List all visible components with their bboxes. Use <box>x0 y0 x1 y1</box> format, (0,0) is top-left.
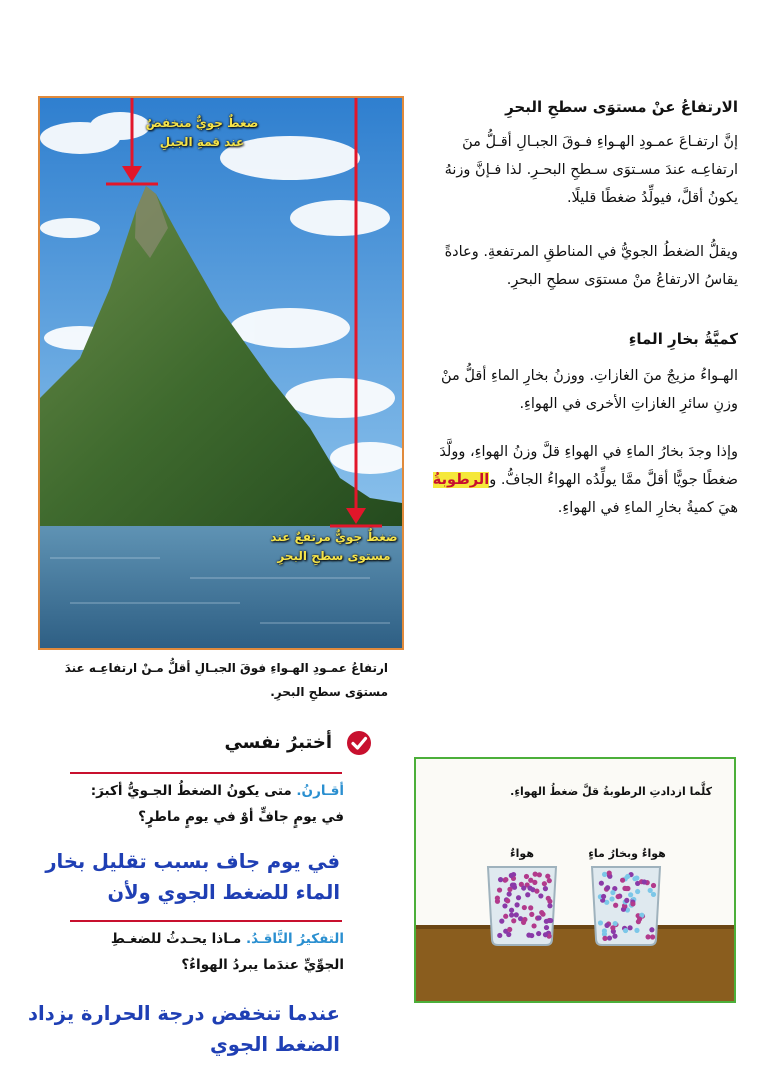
low-pressure-label-line1: ضغطٌ جويٌّ منخفضٌ <box>145 116 259 130</box>
molecule-dot <box>497 887 502 892</box>
answer-line: الماء للضغط الجوي ولأن <box>107 881 340 904</box>
molecule-dot <box>645 934 650 939</box>
answer-1 <box>40 846 340 908</box>
beakers-figure <box>414 757 736 1003</box>
paragraph-line: وإذا وجدَ بخارُ الماءِ في الهواءِ قلَّ وزنُ الهواءِ، وولَّدَ <box>439 444 738 460</box>
molecule-dot <box>604 923 609 928</box>
molecule-dot <box>503 914 508 919</box>
molecule-dot <box>605 885 610 890</box>
molecule-dot <box>623 928 628 933</box>
molecule-dot <box>637 916 642 921</box>
paragraph-altitude-2 <box>412 238 738 294</box>
molecule-dot <box>509 873 514 878</box>
photo-caption <box>40 656 388 704</box>
molecule-dot <box>499 919 504 924</box>
low-pressure-label-line2: عند قمةِ الجبلِ <box>159 135 245 149</box>
molecule-dot <box>539 910 544 915</box>
heading-water-vapor: كميَّةُ بخارِ الماءِ <box>628 330 738 348</box>
molecule-dot <box>495 899 500 904</box>
paragraph-text: ضغطًا جويًّا أقلَّ ممَّا يولِّدُه الهواءُ الجافُّ. و <box>489 472 738 488</box>
molecule-dot <box>514 902 519 907</box>
molecule-dot <box>651 883 656 888</box>
molecule-dot <box>543 886 548 891</box>
answer-line: عندما تنخفض درجة الحرارة يزداد <box>28 1002 340 1025</box>
molecule-dot <box>516 895 521 900</box>
divider <box>70 772 342 774</box>
low-pressure-label <box>132 114 272 152</box>
paragraph-line: ارتفاعِـه عندَ مسـتوَى سـطحِ البحـرِ. لذا فـإنَّ وزنهُ <box>444 162 738 178</box>
molecule-dot <box>545 874 550 879</box>
molecule-dot <box>544 925 549 930</box>
molecule-dot <box>527 886 532 891</box>
molecule-dot <box>651 892 656 897</box>
paragraph-vapor-2 <box>412 438 738 522</box>
molecule-dot <box>534 889 539 894</box>
molecule-dot <box>610 925 615 930</box>
molecule-dot <box>507 927 512 932</box>
photo-caption-line2: مستوَى سطحِ البحرِ. <box>270 685 388 699</box>
answer-line: في يوم جاف بسبب تقليل بخار <box>45 850 340 873</box>
beaker-air-label: هواءٌ <box>510 847 534 860</box>
molecule-dot <box>509 912 514 917</box>
molecule-dot <box>529 912 534 917</box>
molecule-dot <box>607 870 612 875</box>
paragraph-line: يقاسُ الارتفاعُ منْ مستوَى سطحِ البحرِ. <box>506 272 738 288</box>
paragraph-line <box>412 466 738 494</box>
molecule-dot <box>498 877 503 882</box>
high-pressure-label-line1: ضغطٌ جويٌّ مرتفعٌ عند <box>270 530 398 544</box>
molecule-dot <box>630 901 635 906</box>
molecule-dot <box>529 933 534 938</box>
molecule-dot <box>497 933 502 938</box>
molecule-dot <box>524 874 529 879</box>
molecule-dot <box>543 932 548 937</box>
mountain-photo <box>38 96 404 650</box>
molecule-dot <box>514 912 519 917</box>
molecule-dot <box>632 876 637 881</box>
question-text: مـاذا يحـدثُ للضغـطِ <box>110 931 246 947</box>
molecule-dot <box>602 872 607 877</box>
answer-2 <box>18 998 340 1060</box>
heading-altitude: الارتفاعُ عنْ مستوَى سطحِ البحرِ <box>505 98 738 116</box>
molecule-dot <box>521 920 526 925</box>
paragraph-line: إنَّ ارتفـاعَ عمـودِ الهـواءِ فـوقَ الجبـالِ أقـلُّ منَ <box>462 134 738 150</box>
molecule-dot <box>536 931 541 936</box>
molecule-dot <box>650 934 655 939</box>
molecule-dot <box>547 903 552 908</box>
molecule-dot <box>612 934 617 939</box>
molecule-dot <box>609 896 614 901</box>
molecule-dot <box>616 894 621 899</box>
molecule-dot <box>547 878 552 883</box>
beaker-air-vapor-label: هواءٌ وبخارُ ماءٍ <box>588 847 666 860</box>
molecule-dot <box>528 905 533 910</box>
divider <box>70 920 342 922</box>
molecule-dot <box>507 891 512 896</box>
beakers-caption: كلَّما ازدادتِ الرطوبةُ قلَّ ضغطُ الهواءِ. <box>510 785 712 798</box>
self-test-title: أختبرُ نفسي <box>224 732 332 753</box>
molecule-dot <box>607 935 612 940</box>
paragraph-vapor-1 <box>412 362 738 418</box>
molecule-dot <box>624 898 629 903</box>
molecule-dot <box>648 888 653 893</box>
question-critical <box>60 926 344 978</box>
molecule-dot <box>521 885 526 890</box>
question-text: متى يكونُ الضغطُ الجـويُّ أكبرَ: <box>90 783 297 799</box>
question-label: أقـارنُ. <box>296 783 344 799</box>
molecule-dot <box>503 877 508 882</box>
paragraph-altitude-1 <box>412 128 738 212</box>
question-compare <box>60 778 344 830</box>
molecule-dot <box>509 908 514 913</box>
molecule-dot <box>628 892 633 897</box>
paragraph-line: وزنِ سائرِ الغازاتِ الأخرى في الهواءِ. <box>519 396 738 412</box>
answer-line: الضغط الجوي <box>209 1033 340 1056</box>
paragraph-line: الهـواءُ مزيجٌ منَ الغازاتِ. ووزنُ بخارِ الماءِ أقلُّ منْ <box>441 368 738 384</box>
high-pressure-label-line2: مستوى سطحِ البحرِ <box>277 549 391 563</box>
molecule-dot <box>528 878 533 883</box>
paragraph-line: يكونُ أقلَّ، فيولِّدُ ضغطًا قليلًا. <box>566 190 738 206</box>
molecule-dot <box>635 889 640 894</box>
question-line <box>60 778 344 804</box>
beaker-air <box>488 867 556 945</box>
molecule-dot <box>620 878 625 883</box>
photo-caption-line1: ارتفاعُ عمـودِ الهـواءِ فوقَ الجبـالِ أقلُّ مـنْ ارتفاعِـه عندَ <box>64 661 388 675</box>
molecule-dot <box>510 883 515 888</box>
molecule-dot <box>599 881 604 886</box>
molecule-dot <box>625 874 630 879</box>
question-line: في يومٍ جافٍّ أوْ في يومٍ ماطرٍ؟ <box>138 809 344 825</box>
molecule-dot <box>502 903 507 908</box>
molecule-dot <box>642 879 647 884</box>
molecule-dot <box>506 932 511 937</box>
molecule-dot <box>536 915 541 920</box>
molecule-dot <box>505 898 510 903</box>
question-label: التفكيرُ النَّاقـدُ. <box>245 931 344 947</box>
molecule-dot <box>531 923 536 928</box>
molecule-dot <box>544 919 549 924</box>
question-line <box>60 926 344 952</box>
molecule-dot <box>522 905 527 910</box>
question-line: الجوِّيِّ عندَما يبردُ الهواءُ؟ <box>181 957 344 973</box>
molecule-dot <box>538 893 543 898</box>
checkmark-icon <box>346 730 372 756</box>
molecule-dot <box>624 886 629 891</box>
molecule-dot <box>548 918 553 923</box>
molecule-dot <box>602 936 607 941</box>
beaker-air-vapor <box>592 867 660 945</box>
molecule-dot <box>598 920 603 925</box>
molecule-dot <box>601 894 606 899</box>
paragraph-line: هيَ كميةُ بخارِ الماءِ في الهواءِ. <box>557 500 738 516</box>
molecule-dot <box>511 918 516 923</box>
table-surface <box>416 927 734 1001</box>
key-term-humidity: الرطوبةُ <box>432 472 490 488</box>
molecule-dot <box>613 903 618 908</box>
molecule-dot <box>627 925 632 930</box>
high-pressure-label <box>266 528 402 566</box>
molecule-dot <box>634 928 639 933</box>
molecule-dot <box>537 872 542 877</box>
molecule-dot <box>525 892 530 897</box>
molecule-dot <box>610 890 615 895</box>
molecule-dot <box>542 881 547 886</box>
paragraph-line: ويقلُّ الضغطُ الجويُّ في المناطقِ المرتفعةِ. وعادةً <box>444 244 738 260</box>
molecule-dot <box>649 927 654 932</box>
